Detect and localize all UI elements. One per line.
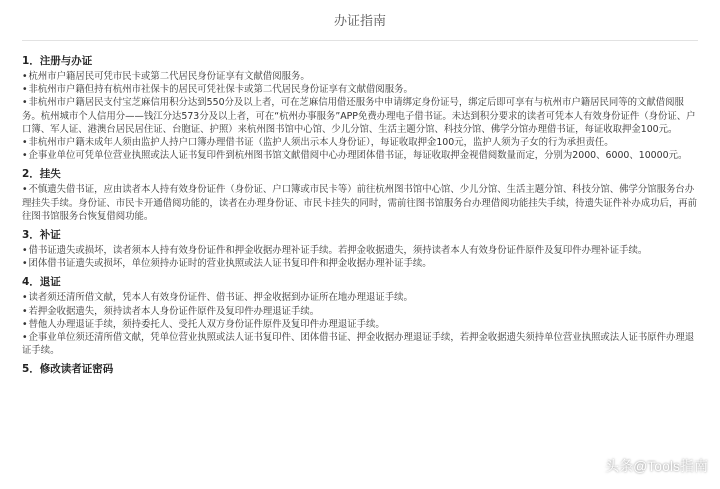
guide-item (22, 291, 698, 304)
bullet-icon: • (22, 258, 28, 270)
guide-item (22, 70, 698, 83)
guide-item (22, 96, 698, 136)
guide-item (22, 136, 698, 149)
section-title: 2．挂失 (22, 168, 61, 181)
item-text: 非杭州市户籍但持有杭州市社保卡的居民可凭社保卡或第二代居民身份证享有文献借阅服务。 (28, 84, 413, 96)
bullet-icon: • (22, 84, 28, 96)
page-title: 办证指南 (333, 14, 386, 29)
guide-item (22, 83, 698, 96)
item-text: 团体借书证遗失或损坏，单位须持办证时的营业执照或法人证书复印件和押金收据办理补证手续。 (28, 258, 432, 270)
guide-item (22, 244, 698, 257)
guide-content (22, 54, 698, 382)
bullet-icon: • (22, 332, 28, 344)
guide-item (22, 318, 698, 331)
item-text: 不慎遗失借书证，应由读者本人持有效身份证件（身份证、户口簿或市民卡等）前往杭州图书馆中心馆、少儿分馆、生活主题分馆、科技分馆、佛学分馆服务台办理挂失手续。身份证、市民卡开通借阅功能的，读者在办理身份证、市民卡挂失的同时，需前往图书馆服务台办理借阅功能挂失手续，待遗失证件补办成功后，再前往图书馆服务台恢复借阅功能。 (22, 184, 698, 222)
section-title: 1．注册与办证 (22, 55, 93, 67)
watermark-text: 头条@Tools指南 (605, 458, 708, 474)
item-text: 若押金收据遗失，须持读者本人身份证件原件及复印件办理退证手续。 (28, 305, 320, 317)
camera-icon (585, 458, 601, 474)
guide-item (22, 331, 698, 357)
item-text: 借书证遗失或损坏，读者须本人持有效身份证件和押金收据办理补证手续。若押金收据遗失，须持读者本人有效身份证件原件及复印件办理补证手续。 (28, 245, 648, 257)
item-text: 替他人办理退证手续，须持委托人、受托人双方身份证件原件及复印件办理退证手续。 (28, 318, 385, 330)
bullet-icon: • (22, 97, 28, 109)
section-5 (22, 362, 698, 377)
watermark (585, 456, 708, 476)
bullet-icon: • (22, 71, 28, 82)
guide-item (22, 305, 698, 318)
item-text: 企事业单位可凭单位营业执照或法人证书复印件到杭州图书馆文献借阅中心办理团体借书证，每证收取押金视借阅数量而定，分别为2000、6000、10000元。 (28, 150, 688, 162)
bullet-icon: • (22, 292, 28, 304)
bullet-icon: • (22, 150, 28, 162)
title-divider (22, 40, 698, 41)
bullet-icon: • (22, 318, 28, 330)
item-text: 非杭州市户籍未成年人须由监护人持户口簿办理借书证（监护人须出示本人身份证），每证收取押金100元，监护人须为子女的行为承担责任。 (28, 137, 614, 149)
section-title: 5．修改读者证密码 (22, 363, 114, 376)
bullet-icon: • (22, 245, 28, 257)
section-title: 4．退证 (22, 276, 61, 289)
item-text: 非杭州市户籍居民支付宝芝麻信用积分达到550分及以上者，可在芝麻信用借还服务中申请绑定身份证号，绑定后即可享有与杭州市户籍居民同等的文献借阅服务。杭州城市个人信用分——钱江分达573分及以上者，可在“杭州办事服务”APP免费办理电子借书证。未达到积分要求的读者可凭本人有效身份证件（身份证、户口簿、军人证、港澳台居民居住证、台胞证、护照）来杭州图书馆中心馆、少儿分馆、生活主题分馆、科技分馆、佛学分馆办理借书证，每证收取押金100元。 (22, 97, 696, 135)
section-1 (22, 54, 698, 162)
bullet-icon: • (22, 137, 28, 149)
item-text: 杭州市户籍居民可凭市民卡或第二代居民身份证享有文献借阅服务。 (28, 71, 310, 82)
guide-item (22, 257, 698, 270)
section-3 (22, 228, 698, 270)
section-title: 3．补证 (22, 229, 61, 242)
bullet-icon: • (22, 305, 28, 317)
section-4 (22, 275, 698, 357)
item-text: 读者须还清所借文献，凭本人有效身份证件、借书证、押金收据到办证所在地办理退证手续。 (28, 292, 413, 304)
guide-item (22, 149, 698, 162)
guide-item (22, 183, 698, 223)
item-text: 企事业单位须还清所借文献，凭单位营业执照或法人证书复印件、团体借书证、押金收据办理退证手续，若押金收据遗失须持单位营业执照或法人证书原件办理退证手续。 (22, 332, 695, 357)
bullet-icon: • (22, 184, 28, 196)
section-2 (22, 167, 698, 223)
